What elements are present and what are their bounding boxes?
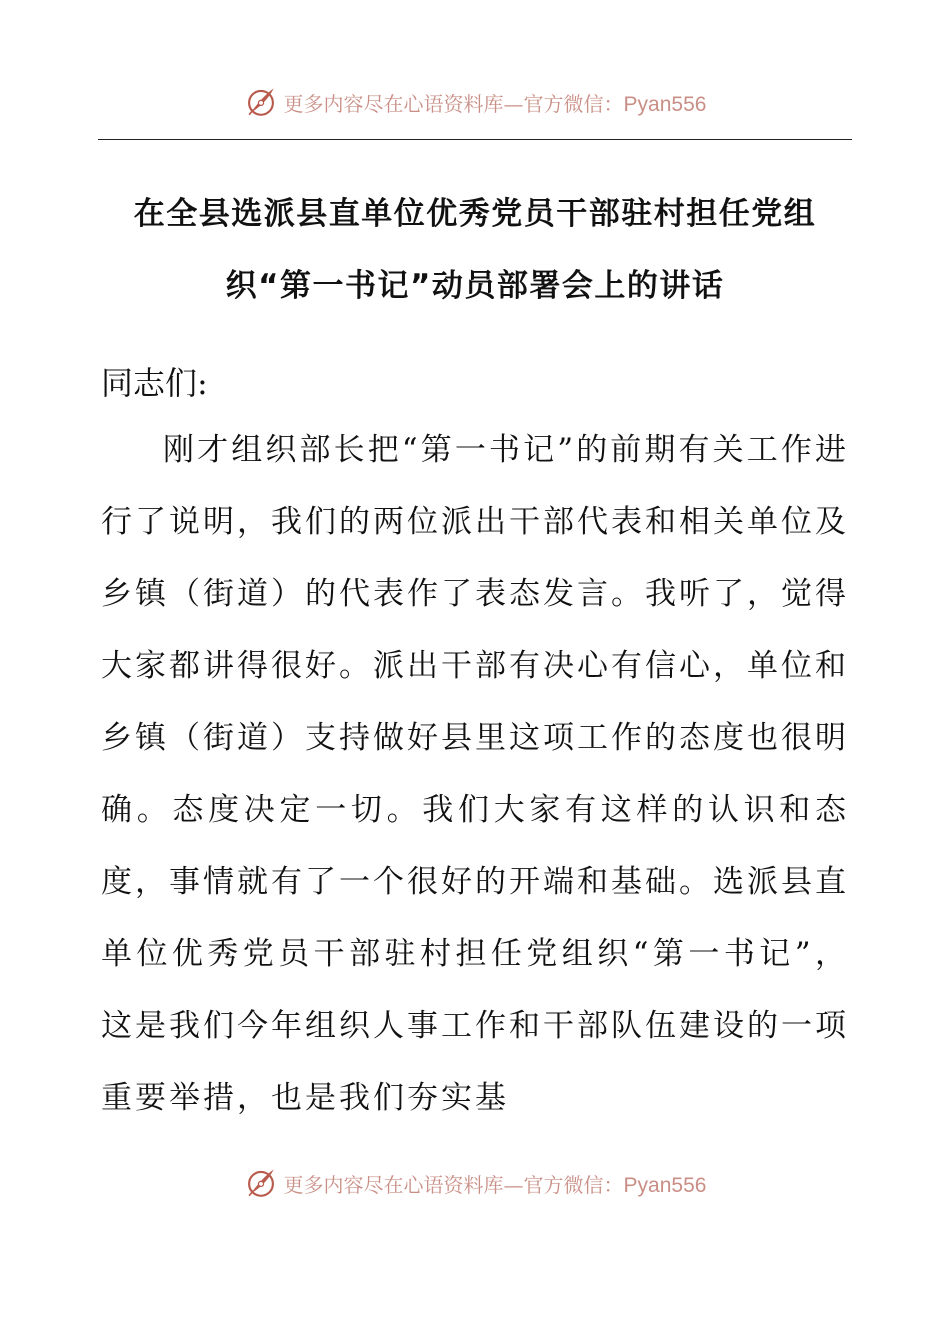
document-title: 在全县选派县直单位优秀党员干部驻村担任党组织“第一书记”动员部署会上的讲话 [133, 196, 817, 304]
wechat-id: Pyan556 [623, 1173, 707, 1197]
banner-caption: 更多内容尽在心语资料库—官方微信： [283, 1172, 624, 1197]
wechat-id: Pyan556 [623, 92, 707, 116]
body-paragraph: 刚才组织部长把“第一书记”的前期有关工作进行了说明，我们的两位派出干部代表和相关单位及乡镇（街道）的代表作了表态发言。我听了，觉得大家都讲得很好。派出干部有决心有信心，单位和乡镇（街道）支持做好县里这项工作的态度也很明确。态度决定一切。我们大家有这样的认识和态度，事情就有了一个很好的开端和基础。选派县直单位优秀党员干部驻村担任党组织“第一书记”，这是我们今年组织人事工作和干部队伍建设的一项重要举措，也是我们夯实基 [101, 432, 849, 1116]
quill-pen-logo-icon [244, 85, 278, 119]
quill-pen-logo-icon [244, 1166, 278, 1200]
header-banner [0, 82, 950, 122]
banner-text [284, 88, 707, 117]
salutation: 同志们: [101, 364, 208, 402]
footer-banner [0, 1163, 950, 1203]
banner-text [284, 1169, 707, 1198]
header-divider [98, 139, 852, 140]
banner-caption: 更多内容尽在心语资料库—官方微信： [283, 91, 624, 116]
